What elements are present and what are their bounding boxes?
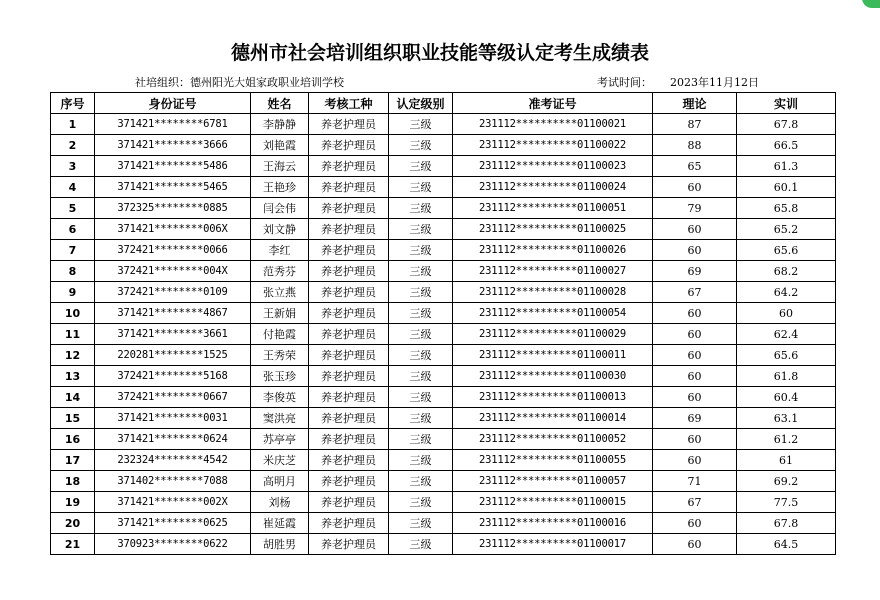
cell-admission-number: 231112**********01100024 [453, 177, 653, 198]
cell-job-type: 养老护理员 [309, 429, 389, 450]
cell-admission-number: 231112**********01100052 [453, 429, 653, 450]
table-row [51, 408, 836, 429]
cell-seq: 9 [51, 282, 95, 303]
cell-level: 三级 [389, 177, 453, 198]
cell-job-type: 养老护理员 [309, 135, 389, 156]
cell-seq: 11 [51, 324, 95, 345]
cell-job-type: 养老护理员 [309, 408, 389, 429]
cell-admission-number: 231112**********01100029 [453, 324, 653, 345]
cell-level: 三级 [389, 450, 453, 471]
cell-seq: 10 [51, 303, 95, 324]
org-label: 社培组织： [135, 76, 190, 89]
cell-level: 三级 [389, 135, 453, 156]
cell-job-type: 养老护理员 [309, 240, 389, 261]
cell-id-number: 371421********3666 [95, 135, 251, 156]
cell-level: 三级 [389, 534, 453, 555]
header-name: 姓名 [251, 93, 309, 114]
cell-name: 李俊英 [251, 387, 309, 408]
cell-theory-score: 60 [653, 366, 737, 387]
cell-job-type: 养老护理员 [309, 534, 389, 555]
cell-practical-score: 67.8 [737, 513, 836, 534]
cell-practical-score: 65.6 [737, 240, 836, 261]
corner-status-indicator [862, 0, 880, 8]
cell-theory-score: 60 [653, 240, 737, 261]
cell-job-type: 养老护理员 [309, 261, 389, 282]
org-value: 德州阳光大姐家政职业培训学校 [190, 76, 344, 89]
cell-theory-score: 87 [653, 114, 737, 135]
cell-job-type: 养老护理员 [309, 513, 389, 534]
cell-job-type: 养老护理员 [309, 303, 389, 324]
cell-theory-score: 65 [653, 156, 737, 177]
cell-id-number: 372421********004X [95, 261, 251, 282]
cell-level: 三级 [389, 492, 453, 513]
cell-name: 刘艳霞 [251, 135, 309, 156]
cell-name: 胡胜男 [251, 534, 309, 555]
cell-practical-score: 60 [737, 303, 836, 324]
cell-theory-score: 60 [653, 303, 737, 324]
cell-id-number: 371421********5465 [95, 177, 251, 198]
cell-theory-score: 67 [653, 492, 737, 513]
table-row [51, 261, 836, 282]
cell-level: 三级 [389, 513, 453, 534]
cell-practical-score: 60.1 [737, 177, 836, 198]
header-id-number: 身份证号 [95, 93, 251, 114]
cell-admission-number: 231112**********01100054 [453, 303, 653, 324]
page-title: 德州市社会培训组织职业技能等级认定考生成绩表 [230, 42, 649, 64]
cell-practical-score: 64.2 [737, 282, 836, 303]
cell-theory-score: 69 [653, 261, 737, 282]
cell-practical-score: 61.3 [737, 156, 836, 177]
cell-seq: 20 [51, 513, 95, 534]
cell-level: 三级 [389, 429, 453, 450]
cell-admission-number: 231112**********01100011 [453, 345, 653, 366]
table-row [51, 282, 836, 303]
cell-practical-score: 69.2 [737, 471, 836, 492]
cell-level: 三级 [389, 471, 453, 492]
table-row [51, 450, 836, 471]
cell-admission-number: 231112**********01100013 [453, 387, 653, 408]
cell-level: 三级 [389, 366, 453, 387]
cell-job-type: 养老护理员 [309, 282, 389, 303]
cell-name: 闫会伟 [251, 198, 309, 219]
cell-id-number: 372421********5168 [95, 366, 251, 387]
date-value: 2023年11月12日 [670, 76, 759, 89]
cell-id-number: 232324********4542 [95, 450, 251, 471]
cell-theory-score: 88 [653, 135, 737, 156]
cell-seq: 19 [51, 492, 95, 513]
table-row [51, 492, 836, 513]
header-theory: 理论 [653, 93, 737, 114]
cell-level: 三级 [389, 387, 453, 408]
cell-theory-score: 67 [653, 282, 737, 303]
table-row [51, 240, 836, 261]
cell-name: 高明月 [251, 471, 309, 492]
table-row [51, 198, 836, 219]
cell-level: 三级 [389, 282, 453, 303]
cell-id-number: 372325********0885 [95, 198, 251, 219]
cell-name: 窦洪亮 [251, 408, 309, 429]
cell-admission-number: 231112**********01100015 [453, 492, 653, 513]
cell-level: 三级 [389, 261, 453, 282]
cell-practical-score: 61.2 [737, 429, 836, 450]
table-row [51, 534, 836, 555]
cell-theory-score: 60 [653, 324, 737, 345]
cell-id-number: 372421********0109 [95, 282, 251, 303]
cell-seq: 12 [51, 345, 95, 366]
cell-practical-score: 66.5 [737, 135, 836, 156]
cell-admission-number: 231112**********01100023 [453, 156, 653, 177]
cell-level: 三级 [389, 345, 453, 366]
cell-job-type: 养老护理员 [309, 219, 389, 240]
cell-practical-score: 65.2 [737, 219, 836, 240]
cell-id-number: 371421********0625 [95, 513, 251, 534]
cell-name: 张立燕 [251, 282, 309, 303]
cell-admission-number: 231112**********01100027 [453, 261, 653, 282]
table-row [51, 471, 836, 492]
header-job-type: 考核工种 [309, 93, 389, 114]
table-row [51, 303, 836, 324]
cell-seq: 14 [51, 387, 95, 408]
cell-practical-score: 61.8 [737, 366, 836, 387]
cell-seq: 16 [51, 429, 95, 450]
cell-admission-number: 231112**********01100025 [453, 219, 653, 240]
cell-seq: 13 [51, 366, 95, 387]
cell-theory-score: 71 [653, 471, 737, 492]
organization-info [135, 74, 344, 90]
cell-job-type: 养老护理员 [309, 366, 389, 387]
cell-practical-score: 64.5 [737, 534, 836, 555]
cell-id-number: 371421********0624 [95, 429, 251, 450]
cell-level: 三级 [389, 240, 453, 261]
cell-id-number: 372421********0667 [95, 387, 251, 408]
cell-admission-number: 231112**********01100055 [453, 450, 653, 471]
header-practical: 实训 [737, 93, 836, 114]
cell-theory-score: 60 [653, 513, 737, 534]
cell-seq: 5 [51, 198, 95, 219]
cell-practical-score: 65.8 [737, 198, 836, 219]
cell-id-number: 371421********5486 [95, 156, 251, 177]
table-row [51, 366, 836, 387]
cell-job-type: 养老护理员 [309, 324, 389, 345]
cell-seq: 3 [51, 156, 95, 177]
cell-name: 刘文静 [251, 219, 309, 240]
cell-id-number: 371421********6781 [95, 114, 251, 135]
cell-seq: 8 [51, 261, 95, 282]
header-seq: 序号 [51, 93, 95, 114]
cell-job-type: 养老护理员 [309, 492, 389, 513]
table-row [51, 177, 836, 198]
cell-name: 李红 [251, 240, 309, 261]
cell-seq: 15 [51, 408, 95, 429]
table-row [51, 513, 836, 534]
header-admission-number: 准考证号 [453, 93, 653, 114]
cell-admission-number: 231112**********01100026 [453, 240, 653, 261]
cell-seq: 18 [51, 471, 95, 492]
cell-id-number: 371421********006X [95, 219, 251, 240]
date-label: 考试时间： [597, 76, 652, 89]
cell-name: 张玉珍 [251, 366, 309, 387]
cell-theory-score: 79 [653, 198, 737, 219]
cell-id-number: 220281********1525 [95, 345, 251, 366]
cell-theory-score: 60 [653, 387, 737, 408]
cell-seq: 21 [51, 534, 95, 555]
cell-job-type: 养老护理员 [309, 156, 389, 177]
table-row [51, 219, 836, 240]
cell-seq: 4 [51, 177, 95, 198]
cell-theory-score: 60 [653, 219, 737, 240]
cell-seq: 6 [51, 219, 95, 240]
table-row [51, 135, 836, 156]
table-row [51, 345, 836, 366]
cell-admission-number: 231112**********01100030 [453, 366, 653, 387]
cell-practical-score: 60.4 [737, 387, 836, 408]
cell-practical-score: 63.1 [737, 408, 836, 429]
cell-seq: 2 [51, 135, 95, 156]
cell-admission-number: 231112**********01100017 [453, 534, 653, 555]
cell-job-type: 养老护理员 [309, 177, 389, 198]
cell-name: 米庆芝 [251, 450, 309, 471]
cell-level: 三级 [389, 198, 453, 219]
cell-job-type: 养老护理员 [309, 387, 389, 408]
cell-level: 三级 [389, 303, 453, 324]
cell-level: 三级 [389, 156, 453, 177]
cell-id-number: 371421********3661 [95, 324, 251, 345]
cell-seq: 1 [51, 114, 95, 135]
table-row [51, 114, 836, 135]
cell-level: 三级 [389, 219, 453, 240]
cell-name: 苏亭亭 [251, 429, 309, 450]
cell-name: 李静静 [251, 114, 309, 135]
cell-job-type: 养老护理员 [309, 471, 389, 492]
cell-job-type: 养老护理员 [309, 198, 389, 219]
cell-seq: 17 [51, 450, 95, 471]
cell-admission-number: 231112**********01100057 [453, 471, 653, 492]
cell-name: 王海云 [251, 156, 309, 177]
cell-job-type: 养老护理员 [309, 345, 389, 366]
score-table [50, 92, 836, 555]
cell-practical-score: 67.8 [737, 114, 836, 135]
cell-admission-number: 231112**********01100016 [453, 513, 653, 534]
cell-name: 王秀荣 [251, 345, 309, 366]
cell-seq: 7 [51, 240, 95, 261]
cell-theory-score: 69 [653, 408, 737, 429]
cell-name: 崔延霞 [251, 513, 309, 534]
cell-name: 王新娟 [251, 303, 309, 324]
table-row [51, 387, 836, 408]
table-row [51, 429, 836, 450]
cell-level: 三级 [389, 408, 453, 429]
cell-id-number: 371421********002X [95, 492, 251, 513]
table-header-row [51, 93, 836, 114]
header-level: 认定级别 [389, 93, 453, 114]
cell-practical-score: 77.5 [737, 492, 836, 513]
table-row [51, 324, 836, 345]
cell-level: 三级 [389, 114, 453, 135]
cell-name: 刘杨 [251, 492, 309, 513]
cell-practical-score: 68.2 [737, 261, 836, 282]
cell-admission-number: 231112**********01100014 [453, 408, 653, 429]
cell-admission-number: 231112**********01100021 [453, 114, 653, 135]
cell-name: 王艳珍 [251, 177, 309, 198]
exam-date-info [597, 74, 759, 90]
cell-name: 范秀芬 [251, 261, 309, 282]
cell-theory-score: 60 [653, 177, 737, 198]
cell-practical-score: 61 [737, 450, 836, 471]
cell-theory-score: 60 [653, 429, 737, 450]
cell-practical-score: 62.4 [737, 324, 836, 345]
cell-admission-number: 231112**********01100022 [453, 135, 653, 156]
cell-admission-number: 231112**********01100051 [453, 198, 653, 219]
cell-theory-score: 60 [653, 450, 737, 471]
cell-practical-score: 65.6 [737, 345, 836, 366]
table-row [51, 156, 836, 177]
cell-id-number: 371421********4867 [95, 303, 251, 324]
cell-name: 付艳霞 [251, 324, 309, 345]
cell-level: 三级 [389, 324, 453, 345]
cell-id-number: 371421********0031 [95, 408, 251, 429]
cell-job-type: 养老护理员 [309, 114, 389, 135]
cell-id-number: 371402********7088 [95, 471, 251, 492]
cell-theory-score: 60 [653, 345, 737, 366]
cell-id-number: 370923********0622 [95, 534, 251, 555]
cell-theory-score: 60 [653, 534, 737, 555]
cell-job-type: 养老护理员 [309, 450, 389, 471]
cell-id-number: 372421********0066 [95, 240, 251, 261]
cell-admission-number: 231112**********01100028 [453, 282, 653, 303]
